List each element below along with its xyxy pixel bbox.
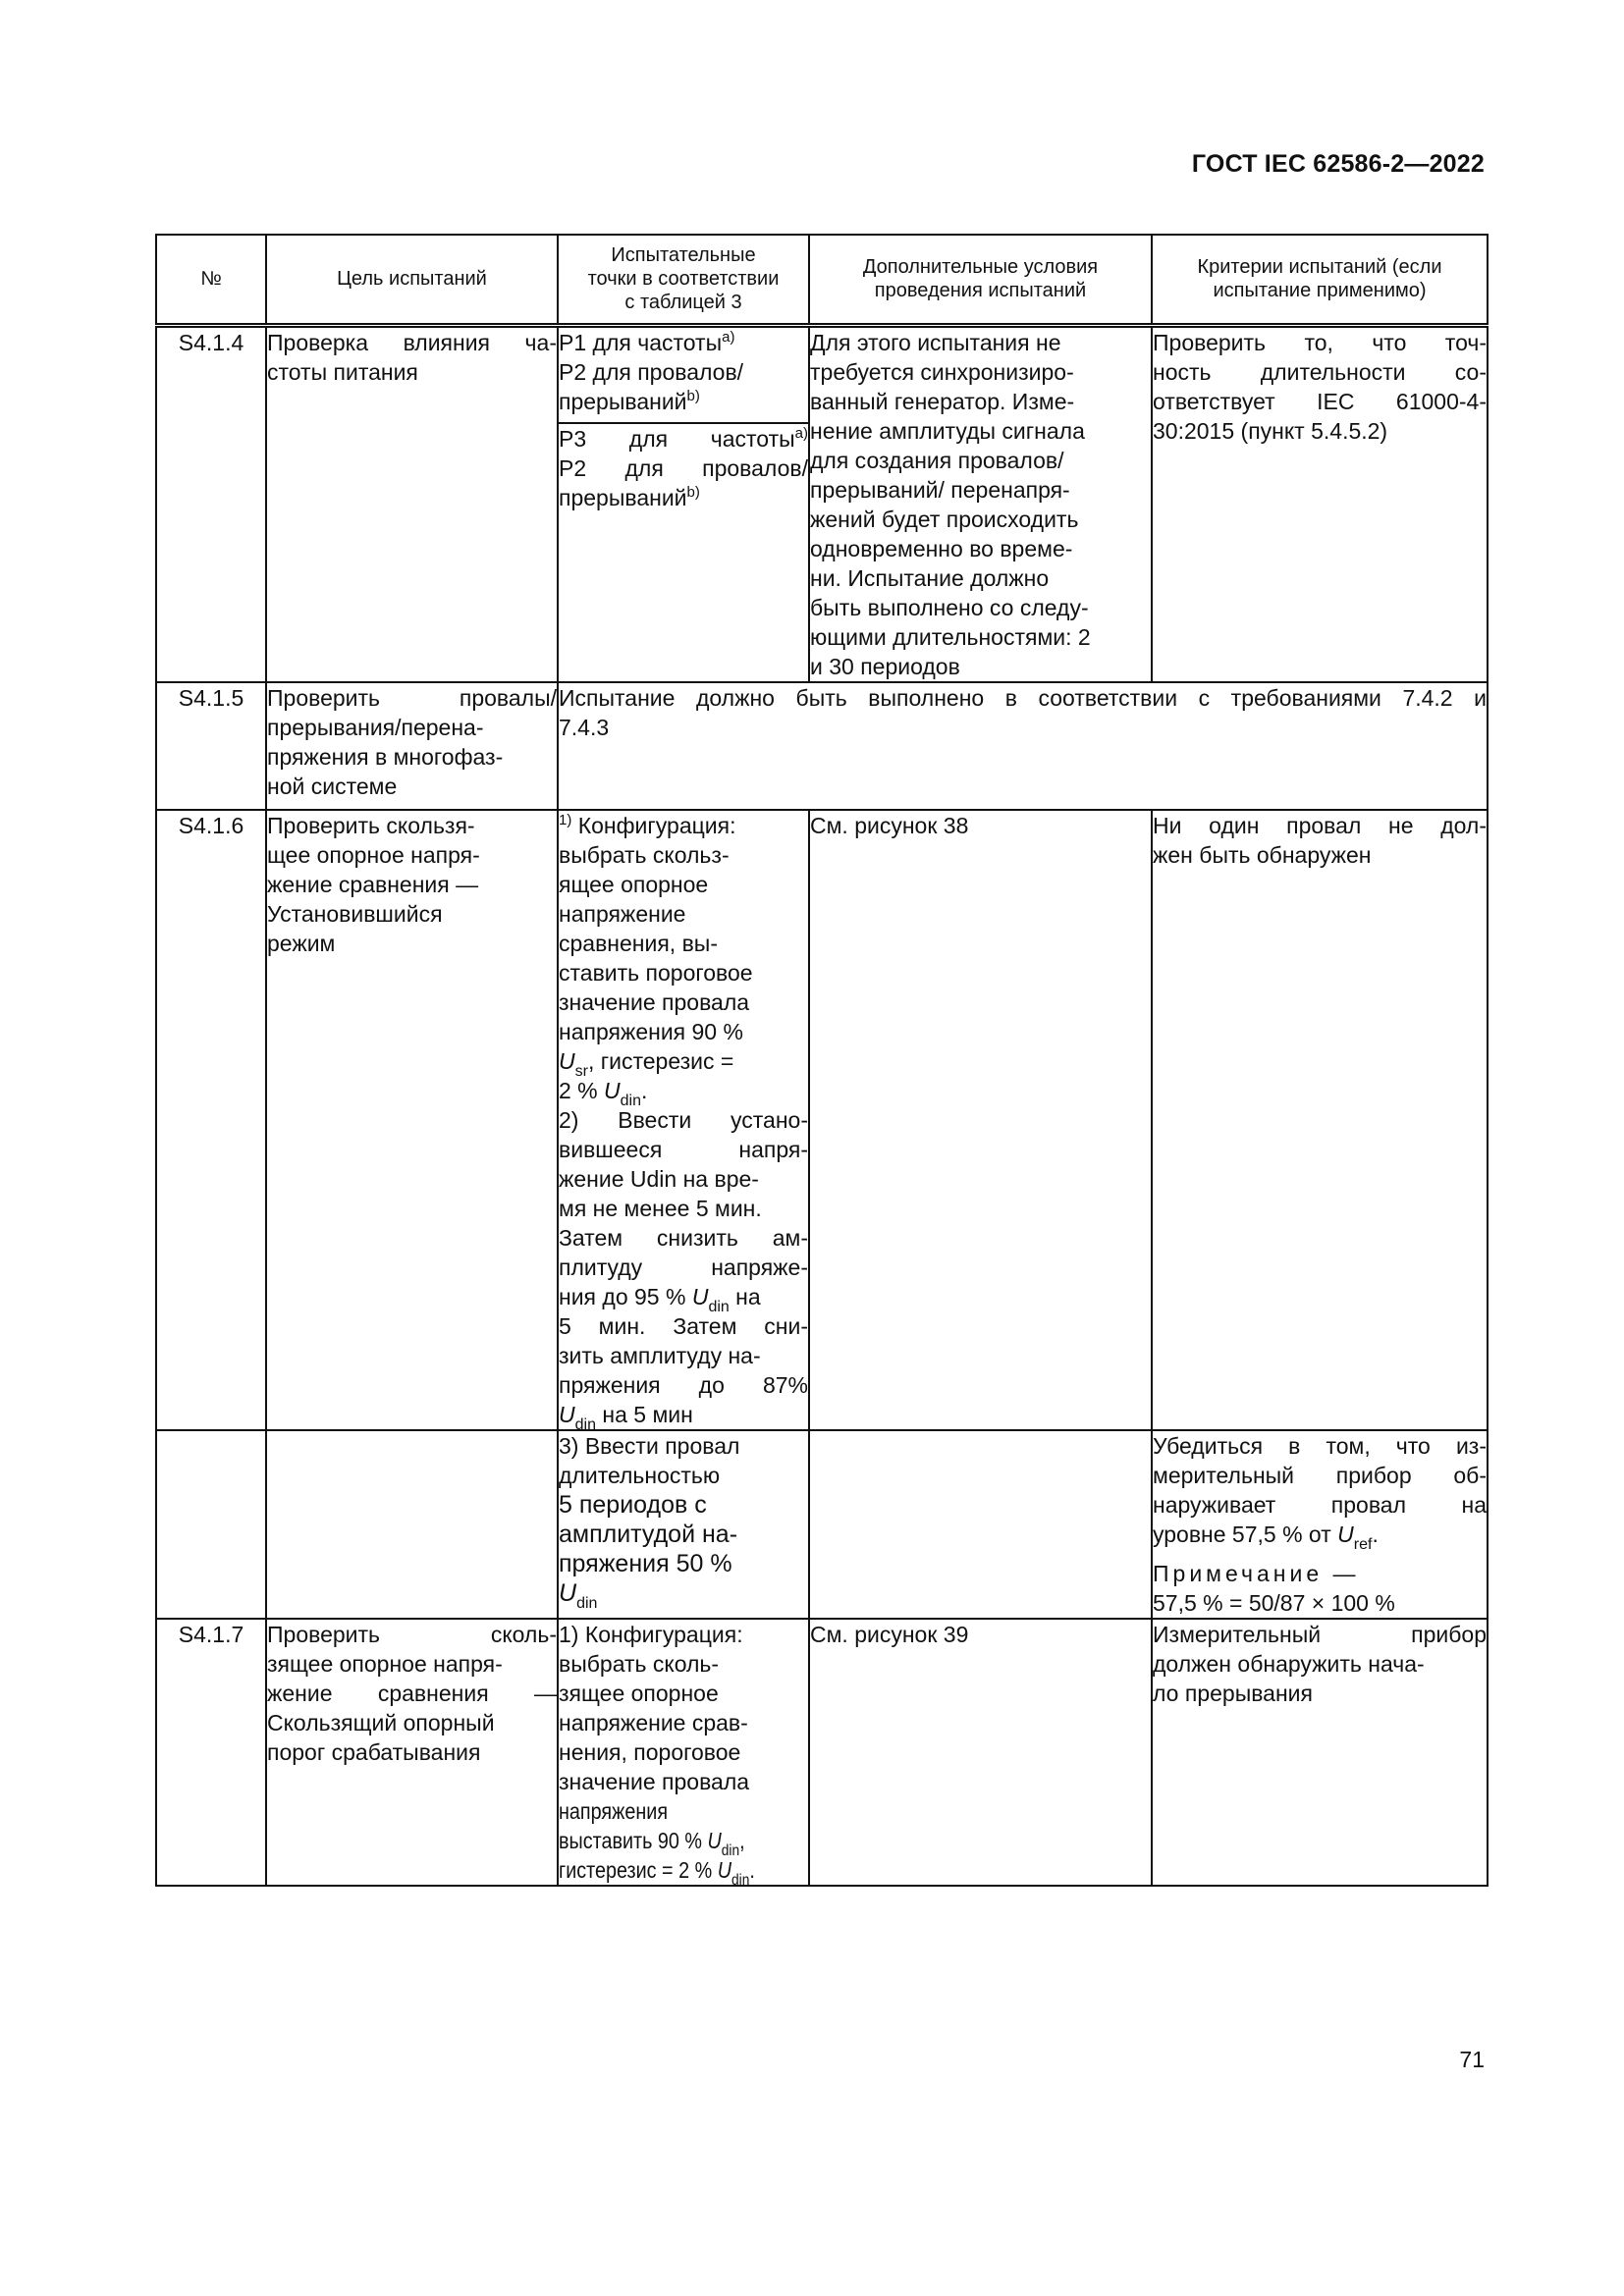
table-row [156, 1430, 1488, 1619]
table-row [156, 810, 1488, 1430]
table-row [156, 682, 1488, 810]
document-title: ГОСТ IEC 62586-2—2022 [1191, 150, 1485, 178]
row-merged-text: Испытание должно быть выполнено в соответствии с требованиями 7.4.2 и 7.4.3 [558, 682, 1488, 810]
row-purpose: Проверить провалы/ прерывания/перена- пряжения в многофаз- ной системе [266, 682, 558, 810]
note-text: 57,5 % = 50/87 × 100 % [1153, 1589, 1395, 1616]
row-id: S4.1.6 [156, 810, 266, 1430]
row-id: S4.1.4 [156, 325, 266, 682]
row-id [156, 1430, 266, 1619]
header-conditions: Дополнительные условия проведения испытаний [809, 235, 1152, 325]
row-criteria: Убедиться в том, что из- мерительный прибор об- наруживает провал на уровне 57,5 % от $U_{ref}$. Примечание — 57,5 % = 50/87 × 100 % [1152, 1430, 1488, 1619]
table-row [156, 325, 1488, 423]
row-points: P1 для частоты$^{a)}$ P2 для провалов/ прерываний$^{b)}$ [558, 325, 809, 423]
note-title: Примечание — [1153, 1560, 1360, 1586]
row-conditions: Для этого испытания не требуется синхронизиро- ванный генератор. Изме- нение амплитуды сигнала для создания провалов/ прерываний/ перенапря- жений будет происходить одновременно во време- ни. Испытание должно быть выполнено со следу- ющими длительностями: 2 и 30 периодов [809, 325, 1152, 682]
header-criteria: Критерии испытаний (если испытание применимо) [1152, 235, 1488, 325]
row-purpose: Проверить скользя- щее опорное напря- жение сравнения — Установившийся режим [266, 810, 558, 1430]
row-points: 1) Конфигурация: выбрать сколь- зящее опорное напряжение срав- нения, пороговое значение провала напряжения выставить 90 % $U_{din}$, гистерезис = 2 % $U_{din}$. [558, 1619, 809, 1886]
row-criteria: Измерительный прибор должен обнаружить нача- ло прерывания [1152, 1619, 1488, 1886]
row-conditions: См. рисунок 39 [809, 1619, 1152, 1886]
table-row [156, 1619, 1488, 1886]
test-table [155, 234, 1489, 1887]
row-purpose: Проверить сколь- зящее опорное напря- жение сравнения — Скользящий опорный порог срабатывания [266, 1619, 558, 1886]
row-conditions: См. рисунок 38 [809, 810, 1152, 1430]
row-criteria: Проверить то, что точ- ность длительности со- ответствует IEC 61000-4- 30:2015 (пункт 5.4.5.2) [1152, 325, 1488, 682]
row-points: P3 для частоты$^{a)}$ P2 для провалов/ прерываний$^{b)}$ [558, 423, 809, 682]
page-number: 71 [1459, 2047, 1485, 2072]
row-purpose: Проверка влияния ча- стоты питания [266, 325, 558, 682]
row-purpose [266, 1430, 558, 1619]
table-header-row [156, 235, 1488, 325]
header-points: Испытательные точки в соответствии с таблицей 3 [558, 235, 809, 325]
header-purpose: Цель испытаний [266, 235, 558, 325]
row-conditions [809, 1430, 1152, 1619]
row-points: $^{1)}$ Конфигурация: выбрать скольз- ящее опорное напряжение сравнения, вы- ставить пороговое значение провала напряжения 90 % $U_{sr}$, гистерезис = 2 % $U_{din}$. 2) Ввести устано- вившееся напря- жение Udin на вре- мя не менее 5 мин. Затем снизить ам- плитуду напряже- ния до 95 % $U_{din}$ на 5 мин. Затем сни- зить амплитуду на- пряжения до 87% $U_{din}$ на 5 мин [559, 811, 808, 1433]
row-id: S4.1.5 [156, 682, 266, 810]
row-points: 3) Ввести провал длительностью 5 периодов с амплитудой на- пряжения 50 % $U_{din}$ [558, 1430, 809, 1619]
header-number: № [156, 235, 266, 325]
row-id: S4.1.7 [156, 1619, 266, 1886]
row-criteria: Ни один провал не дол- жен быть обнаружен [1152, 810, 1488, 1430]
